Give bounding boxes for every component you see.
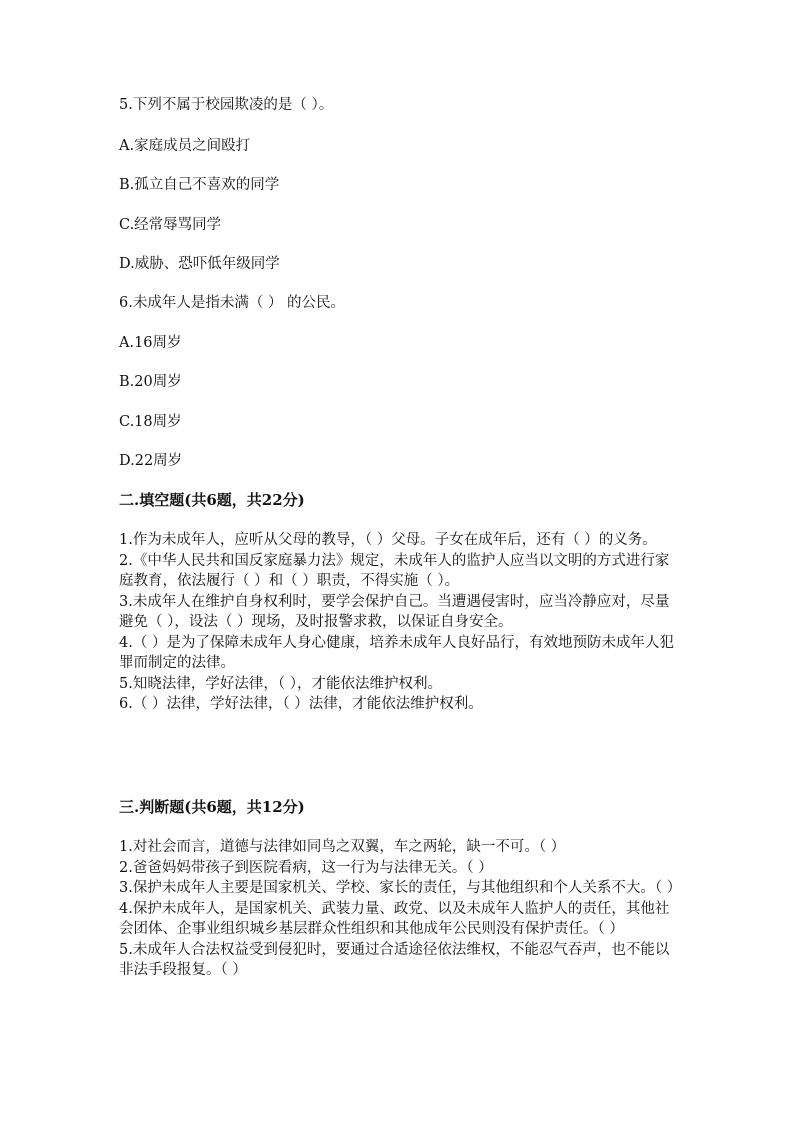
fill-blank-item-6: 6.（ ）法律，学好法律，（ ）法律，才能依法维护权利。 <box>119 696 483 712</box>
judgment-item-4: 4.保护未成年人，是国家机关、武装力量、政党、以及未成年人监护人的责任，其他社会团体、企事业组织城乡基层群众性组织和其他成年公民则没有保护责任。（ ） <box>119 900 670 937</box>
question-6-option-d: D.22周岁 <box>119 453 183 469</box>
judgment-item-5: 5.未成年人合法权益受到侵犯时，要通过合适途径依法维权，不能忍气吞声，也不能以非法手段报复。（ ） <box>119 941 670 978</box>
judgment-item-2: 2.爸爸妈妈带孩子到医院看病，这一行为与法律无关。（ ） <box>119 859 493 876</box>
fill-blank-item-1: 1.作为未成年人，应听从父母的教导，（ ）父母。子女在成年后，还有（ ）的义务。 <box>119 532 657 548</box>
fill-blank-list <box>119 530 679 715</box>
question-5-option-d: D.威胁、恐吓低年级同学 <box>119 256 280 272</box>
question-5-option-a: A.家庭成员之间殴打 <box>119 138 251 154</box>
judgment-list <box>119 837 682 981</box>
question-5-option-c: C.经常辱骂同学 <box>119 217 222 233</box>
question-6-option-b: B.20周岁 <box>119 374 182 390</box>
question-6-option-a: A.16周岁 <box>119 335 182 351</box>
judgment-item-3: 3.保护未成年人主要是国家机关、学校、家长的责任，与其他组织和个人关系不大。（ ） <box>119 880 682 896</box>
fill-blank-item-3: 3.未成年人在维护自身权利时，要学会保护自己。当遭遇侵害时，应当冷静应对，尽量避免（ ），设法（ ）现场，及时报警求救，以保证自身安全。 <box>119 593 670 630</box>
question-5-stem: 5.下列不属于校园欺凌的是（ ）。 <box>119 97 334 113</box>
question-6-stem: 6.未成年人是指未满（ ） 的公民。 <box>119 295 346 311</box>
question-6-option-c: C.18周岁 <box>119 414 182 430</box>
judgment-item-1: 1.对社会而言，道德与法律如同鸟之双翼，车之两轮，缺一不可。（ ） <box>119 839 566 855</box>
section-heading-judgment: 三.判断题(共6题，共12分) <box>119 798 305 816</box>
section-heading-fill-blank: 二.填空题(共6题，共22分) <box>119 491 305 509</box>
fill-blank-item-5: 5.知晓法律，学好法律，（ ），才能依法维护权利。 <box>119 675 442 692</box>
fill-blank-item-2: 2.《中华人民共和国反家庭暴力法》规定，未成年人的监护人应当以文明的方式进行家庭教育，依法履行（ ）和（ ）职责，不得实施（ ）。 <box>119 552 670 589</box>
fill-blank-item-4: 4.（ ）是为了保障未成年人身心健康，培养未成年人良好品行，有效地预防未成年人犯罪而制定的法律。 <box>119 634 674 671</box>
question-5-option-b: B.孤立自己不喜欢的同学 <box>119 177 280 193</box>
